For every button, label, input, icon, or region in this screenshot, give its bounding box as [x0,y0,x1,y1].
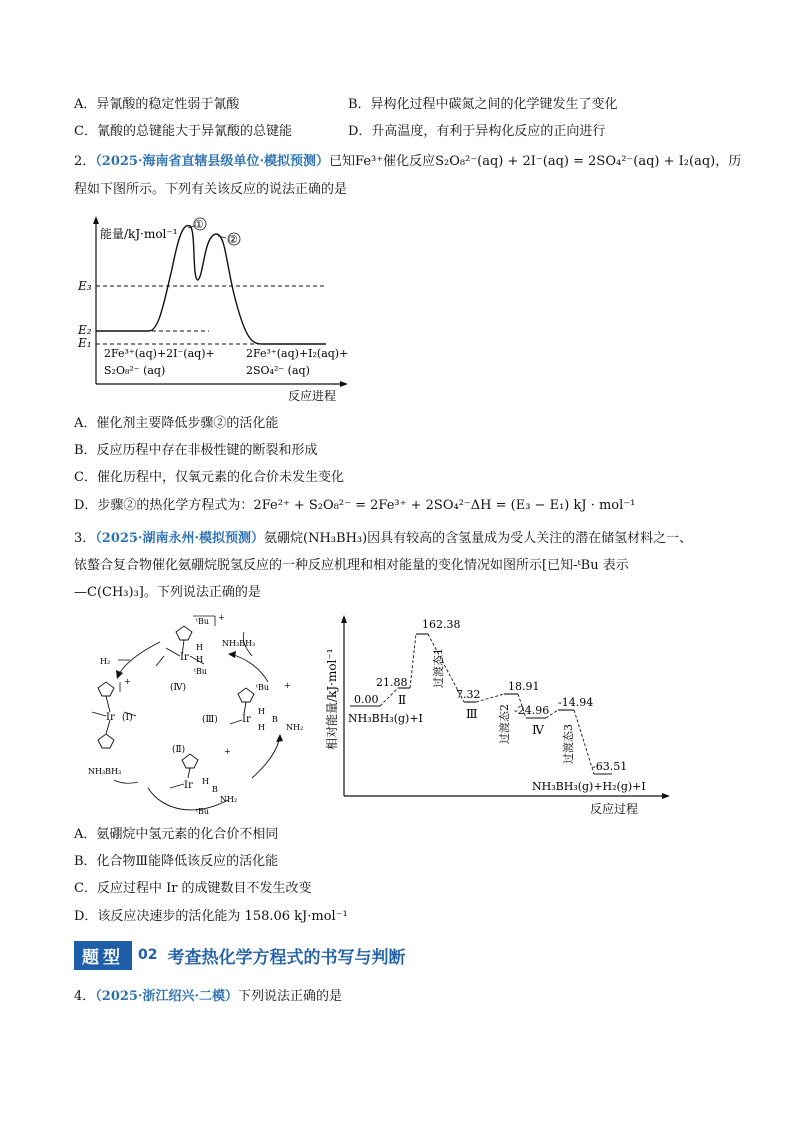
q3-mechanism-diagram [84,612,314,818]
q3-value-7: -63.51 [592,760,628,773]
q2-ylabel: 能量/kJ·mol⁻¹ [100,227,178,241]
q4-number: 4． [74,989,96,1004]
q3-number: 3． [74,531,96,546]
complex-iv-ir: Ir [180,652,189,663]
banner-title: 考查热化学方程式的书写与判断 [167,947,406,968]
q3-state-iv: Ⅳ [532,723,544,737]
q2-step2-label: ② [228,233,238,246]
q3-value-6: -14.94 [558,696,594,709]
q2-stem-line2: 程如下图所示。下列有关该反应的说法正确的是 [74,182,348,197]
q2-product-line1: 2Fe³⁺(aq)+I₂(aq)+ [246,347,349,360]
complex-iii-charge: + [284,681,291,690]
q2-xlabel: 反应进程 [288,389,337,403]
complex-ii-charge: + [224,747,231,756]
complex-ii-tbu: ᵗBu [196,807,210,816]
q2-stem-text: 已知Fe³⁺催化反应S₂O₈²⁻(aq) + 2I⁻(aq) = 2SO₄²⁻(aq) + I₂(aq)，历 [329,154,742,169]
q3-option-b: B．化合物Ⅲ能降低该反应的活化能 [74,854,279,869]
q3-state-ii: Ⅱ [398,693,407,707]
q2-energy-curve [96,226,326,344]
complex-i-label: (Ⅰ) [122,713,133,723]
q1-option-c: C．氰酸的总键能大于异氰酸的总键能 [74,124,292,139]
complex-i-ir: Ir [106,712,115,723]
q4-stem [74,988,342,1006]
q2-option-d: D．步骤②的热化学方程式为：2Fe²⁺ + S₂O₈²⁻ = 2Fe³⁺ + 2SO₄²⁻ΔH = (E₃ − E₁) kJ · mol⁻¹ [74,498,636,513]
q3-energy-profile [318,610,678,822]
q3-stem-line2: 铱螯合复合物催化氨硼烷脱氢反应的一种反应机理和相对能量的变化情况如图所示[已知-ᵗBu 表示 [74,558,629,573]
q4-stem-text: 下列说法正确的是 [238,989,343,1004]
mechanism-nh3bh3-in-top: NH₃BH₃ [222,639,256,648]
banner-number: 02 [138,947,158,963]
q3-value-3: 7.32 [456,688,481,701]
complex-iv-h1: H [196,643,203,652]
q3-stem-line1 [74,530,692,548]
q2-source: （2025·海南省直辖县级单位·模拟预测） [95,154,330,169]
complex-iv-charge: + [218,613,225,622]
complex-iii-h1: H [258,707,265,716]
q1-option-b: B．异构化过程中碳氮之间的化学键发生了变化 [348,97,618,112]
q3-xlabel: 反应过程 [590,802,639,816]
complex-iii [202,681,303,732]
complex-ii [170,744,237,816]
q1-option-d: D．升高温度，有利于异构化反应的正向进行 [348,124,606,139]
complex-iii-ir: Ir [242,714,251,725]
q3-stem-line3: —C(CH₃)₃]。下列说法正确的是 [74,585,261,600]
complex-ii-b: B [212,785,218,794]
complex-i-charge: + [124,677,131,686]
q3-stem-text: 氨硼烷(NH₃BH₃)因具有较高的含氢量成为受人关注的潜在储氢材料之一、 [264,531,693,546]
q3-value-1: 21.88 [376,676,408,689]
q3-end-species: NH₃BH₃(g)+H₂(g)+Ⅰ [532,780,646,793]
q3-start-species: NH₃BH₃(g)+I [348,712,423,725]
q2-energy-diagram [74,214,364,404]
q2-stem-line1 [74,153,741,171]
q2-e1-label: E₁ [78,336,92,350]
complex-iii-nh2: NH₂ [286,723,304,732]
complex-ii-nh2: NH₂ [220,795,238,804]
complex-iii-tbu: ᵗBu [256,683,270,692]
q3-ts1-label: 过渡态1 [432,648,445,688]
q2-reactant-line2: S₂O₈²⁻ (aq) [104,364,166,377]
banner-label: 题型 [74,941,132,970]
complex-ii-label: (Ⅱ) [172,745,186,755]
q3-value-5: -24.96 [514,704,550,717]
complex-iv-tbu-bottom: ᵗBu [194,667,208,676]
complex-iv-label: (Ⅳ) [170,683,187,693]
q3-ts3-label: 过渡态3 [562,724,575,764]
mechanism-nh3bh3-in-bottom: NH₃BH₃ [88,767,122,776]
complex-i [92,677,136,748]
q4-source: （2025·浙江绍兴·二模） [95,989,239,1004]
q3-ylabel: 相对能量/kJ·mol⁻¹ [325,648,339,750]
q3-state-iii: Ⅲ [466,707,478,721]
q2-option-a: A．催化剂主要降低步骤②的活化能 [74,416,279,431]
q3-source: （2025·湖南永州·模拟预测） [95,531,265,546]
complex-ii-h: H [202,777,209,786]
q3-option-c: C．反应过程中 Ir 的成键数目不发生改变 [74,881,312,896]
complex-ii-ir: Ir [184,780,193,791]
q3-option-a: A．氨硼烷中氢元素的化合价不相同 [74,827,279,842]
complex-iii-label: (Ⅲ) [202,715,218,725]
q2-e3-label: E₃ [78,279,92,293]
q2-product-line2: 2SO₄²⁻ (aq) [246,364,310,377]
complex-iv-tbu-top: ᵗBu [196,617,210,626]
complex-iii-b: B [272,715,278,724]
q2-option-c: C．催化历程中，仅氧元素的化合价未发生变化 [74,470,344,485]
q3-ts2-label: 过渡态2 [498,704,511,744]
q2-number: 2． [74,154,96,169]
q2-reactant-line1: 2Fe³⁺(aq)+2I⁻(aq)+ [104,347,215,360]
complex-iv [156,613,225,693]
section-banner [74,942,405,968]
complex-iv-h2: H [196,655,203,664]
complex-iii-h2: H [258,723,265,732]
q2-option-b: B．反应历程中存在非极性键的断裂和形成 [74,443,318,458]
q2-e2-label: E₂ [78,323,92,337]
q3-option-d: D．该反应决速步的活化能为 158.06 kJ·mol⁻¹ [74,909,348,924]
q2-step1-label: ① [194,218,204,231]
mechanism-h2-out: H₂ [100,657,111,666]
q3-value-2: 162.38 [422,618,461,631]
q3-value-0: 0.00 [354,693,379,706]
q1-option-a: A．异氰酸的稳定性弱于氰酸 [74,97,240,112]
q3-value-4: 18.91 [508,680,540,693]
